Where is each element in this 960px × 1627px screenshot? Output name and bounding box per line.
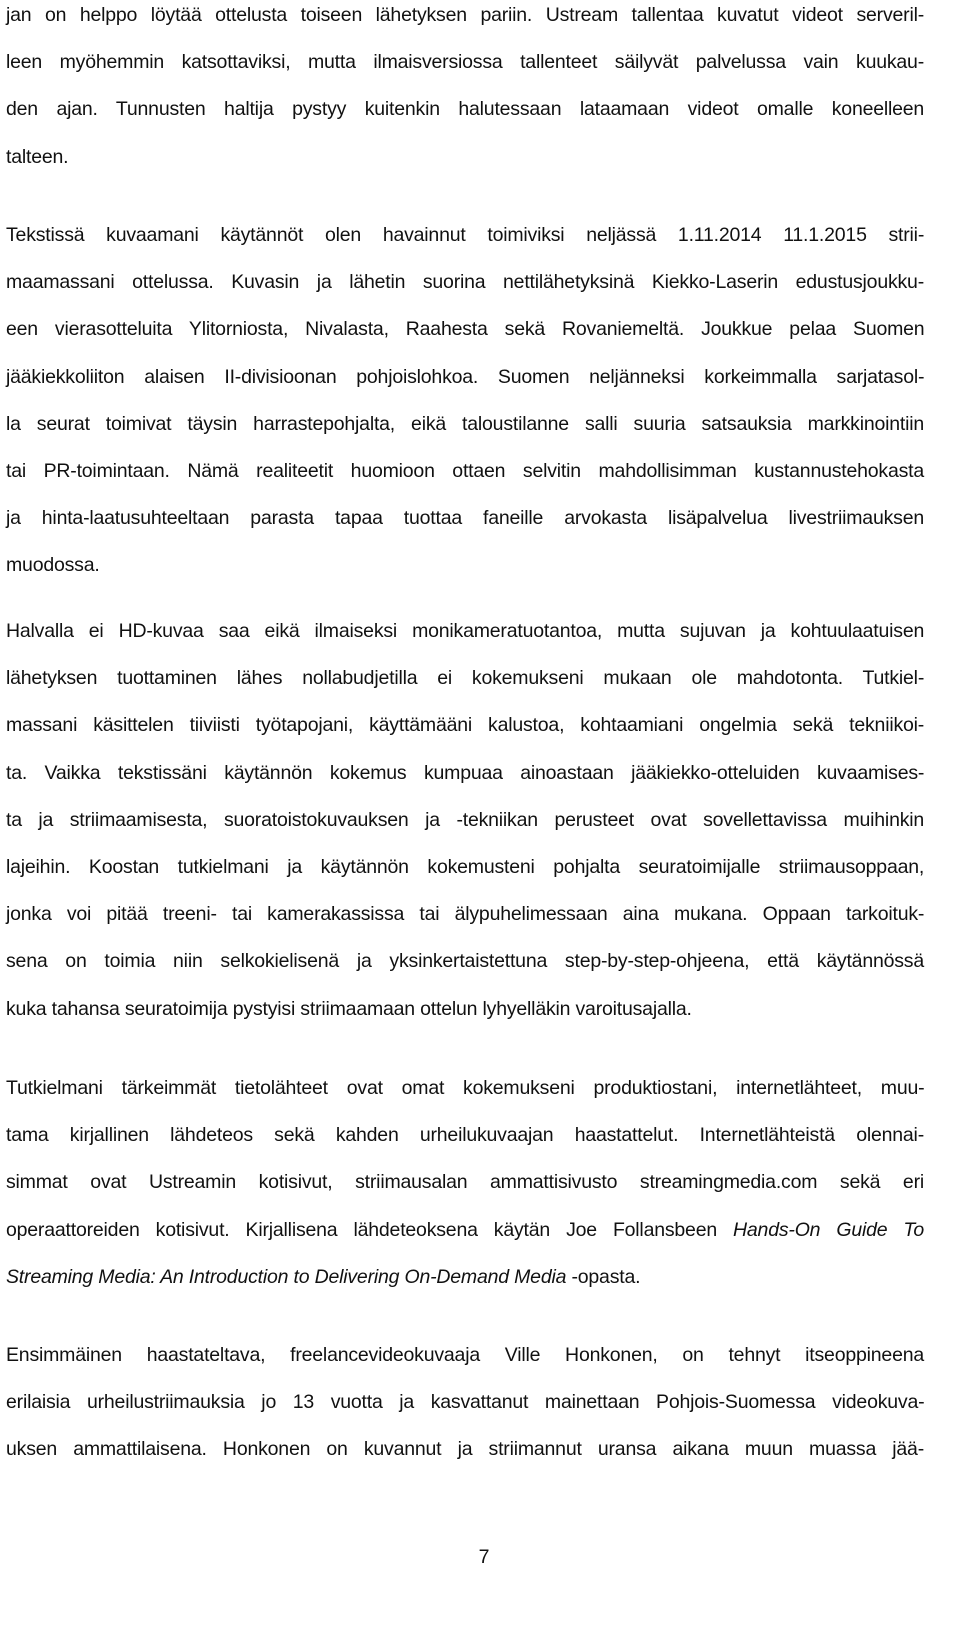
text-line: jonka voi pitää treeni- tai kamerakassissa tai älypuhelimessaan aina mukana. Oppaan tarkoituk- (6, 903, 925, 926)
text-line: kuka tahansa seuratoimija pystyisi striimaamaan ottelun lyhyelläkin varoitusajalla. (6, 997, 692, 1020)
book-title-part: Streaming Media: An Introduction to Delivering On-Demand Media (6, 1265, 567, 1288)
paragraph-ustream-recordings (6, 0, 924, 181)
paragraph-practices (6, 212, 924, 590)
text-line: lähetyksen tuottaminen lähes nollabudjetilla ei kokemukseni mukaan ole mahdotonta. Tutkiel- (6, 667, 925, 690)
text-line: la seurat toimivat täysin harrastepohjalta, eikä taloustilanne salli suuria satsauksia markkinointiin (6, 412, 925, 435)
text-line: talteen. (6, 145, 69, 168)
text-line: maamassani ottelussa. Kuvasin ja lähetin suorina nettilähetyksinä Kiekko-Laserin edustusjoukku- (6, 271, 924, 294)
text-line: muodossa. (6, 554, 100, 577)
text-line: Tekstissä kuvaamani käytännöt olen havainnut toimiviksi neljässä 1.11.2014 11.1.2015 strii- (6, 224, 925, 246)
text-line (6, 1207, 924, 1254)
text-line (6, 1254, 924, 1301)
text-line: jan on helppo löytää ottelusta toiseen lähetyksen pariin. Ustream tallentaa kuvatut videot serveril- (6, 4, 924, 26)
text-line: den ajan. Tunnusten haltija pystyy kuitenkin halutessaan lataamaan videot omalle koneelleen (6, 98, 925, 121)
text-run: -opasta. (566, 1265, 641, 1288)
text-run: operaattoreiden kotisivut. Kirjallisena lähdeteoksena käytän Joe Follansbeen (6, 1218, 734, 1241)
text-line: simmat ovat Ustreamin kotisivut, striimausalan ammattisivusto streamingmedia.com sekä eri (6, 1171, 924, 1194)
text-line: uksen ammattilaisena. Honkonen on kuvannut ja striimannut uransa aikana muun muassa jää- (6, 1438, 924, 1461)
book-title-part: Hands-On Guide To (733, 1218, 924, 1241)
paragraph-sources (6, 1065, 924, 1301)
text-line: ja hinta-laatusuhteeltaan parasta tapaa tuottaa faneille arvokasta lisäpalvelua livestriimauksen (6, 507, 924, 530)
text-line: jääkiekkoliiton alaisen II-divisioonan pohjoislohkoa. Suomen neljänneksi korkeimmalla sarjatasol- (6, 365, 925, 388)
text-line: ta. Vaikka tekstissäni käytännön kokemus kumpuaa ainoastaan jääkiekko-otteluiden kuvaamises- (6, 761, 925, 784)
paragraph-low-budget (6, 608, 924, 1033)
text-line: erilaisia urheilustriimauksia jo 13 vuotta ja kasvattanut mainettaan Pohjois-Suomessa videokuva- (6, 1391, 925, 1414)
text-line: leen myöhemmin katsottaviksi, mutta ilmaisversiossa tallenteet säilyvät palvelussa vain kuukau- (6, 51, 924, 74)
paragraph-interviewee (6, 1332, 924, 1474)
text-line: Tutkielmani tärkeimmät tietolähteet ovat omat kokemukseni produktiostani, internetlähteet, muu- (6, 1077, 925, 1099)
text-line: Ensimmäinen haastateltava, freelancevideokuvaaja Ville Honkonen, on tehnyt itseoppineena (6, 1344, 924, 1366)
text-line: lajeihin. Koostan tutkielmani ja käytännön kokemusteni pohjalta seuratoimijalle striimausoppaan, (6, 855, 925, 878)
text-line: een vierasotteluita Ylitorniosta, Nivalasta, Raahesta sekä Rovaniemeltä. Joukkue pelaa Suomen (6, 318, 925, 341)
text-line: massani käsittelen tiiviisti työtapojani, käyttämääni kalustoa, kohtaamiani ongelmia sekä tekniikoi- (6, 714, 925, 737)
text-line: Halvalla ei HD-kuvaa saa eikä ilmaiseksi monikameratuotantoa, mutta sujuvan ja kohtuulaatuisen (6, 620, 925, 642)
page-number: 7 (478, 1546, 490, 1568)
text-line: sena on toimia niin selkokielisenä ja yksinkertaistettuna step-by-step-ohjeena, että käytännössä (6, 950, 924, 973)
text-line: tai PR-toimintaan. Nämä realiteetit huomioon ottaen selvitin mahdollisimman kustannustehokasta (6, 459, 925, 482)
text-line: ta ja striimaamisesta, suoratoistokuvauksen ja -tekniikan perusteet ovat sovellettavissa muihinkin (6, 808, 925, 831)
text-line: tama kirjallinen lähdeteos sekä kahden urheilukuvaajan haastattelut. Internetlähteistä olennai- (6, 1124, 924, 1147)
